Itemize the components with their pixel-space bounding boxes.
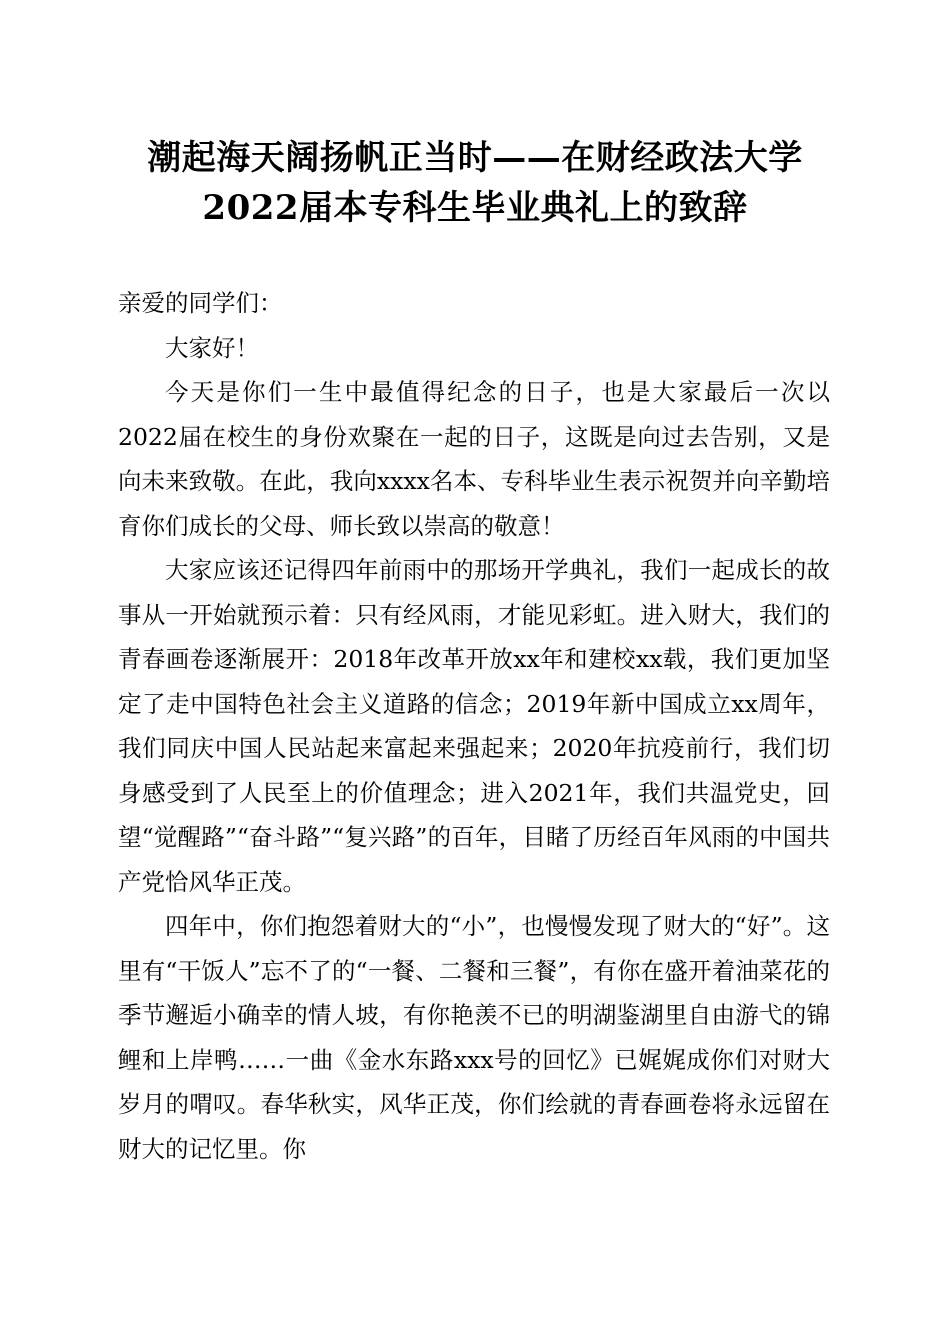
document-body xyxy=(118,281,830,1171)
document-title xyxy=(100,133,850,233)
paragraph-four-years-journey: 大家应该还记得四年前雨中的那场开学典礼，我们一起成长的故事从一开始就预示着：只有经风雨，才能见彩虹。进入财大，我们的青春画卷逐渐展开：2018年改革开放xx年和建校xx载，我们更加坚定了走中国特色社会主义道路的信念；2019年新中国成立xx周年，我们同庆中国人民站起来富起来强起来；2020年抗疫前行，我们切身感受到了人民至上的价值理念；进入2021年，我们共温党史，回望“觉醒路”“奋斗路”“复兴路”的百年，目睹了历经百年风雨的中国共产党恰风华正茂。 xyxy=(118,556,830,896)
paragraph-greeting: 大家好！ xyxy=(165,333,259,362)
title-line-2: 2022届本专科生毕业典礼上的致辞 xyxy=(202,188,748,228)
title-line-1: 潮起海天阔扬帆正当时——在财经政法大学 xyxy=(147,138,803,178)
salutation: 亲爱的同学们： xyxy=(118,289,283,317)
paragraph-congratulation: 今天是你们一生中最值得纪念的日子，也是大家最后一次以2022届在校生的身份欢聚在一起的日子，这既是向过去告别，又是向未来致敬。在此，我向xxxx名本、专科毕业生表示祝贺并向辛勤培育你们成长的父母、师长致以崇高的敬意！ xyxy=(118,378,830,540)
paragraph-campus-memories: 四年中，你们抱怨着财大的“小”，也慢慢发现了财大的“好”。这里有“干饭人”忘不了的“一餐、二餐和三餐”，有你在盛开着油菜花的季节邂逅小确幸的情人坡，有你艳羡不已的明湖鉴湖里自由游弋的锦鲤和上岸鸭……一曲《金水东路xxx号的回忆》已娓娓成你们对财大岁月的喟叹。春华秋实，风华正茂，你们绘就的青春画卷将永远留在财大的记忆里。你 xyxy=(118,912,830,1163)
